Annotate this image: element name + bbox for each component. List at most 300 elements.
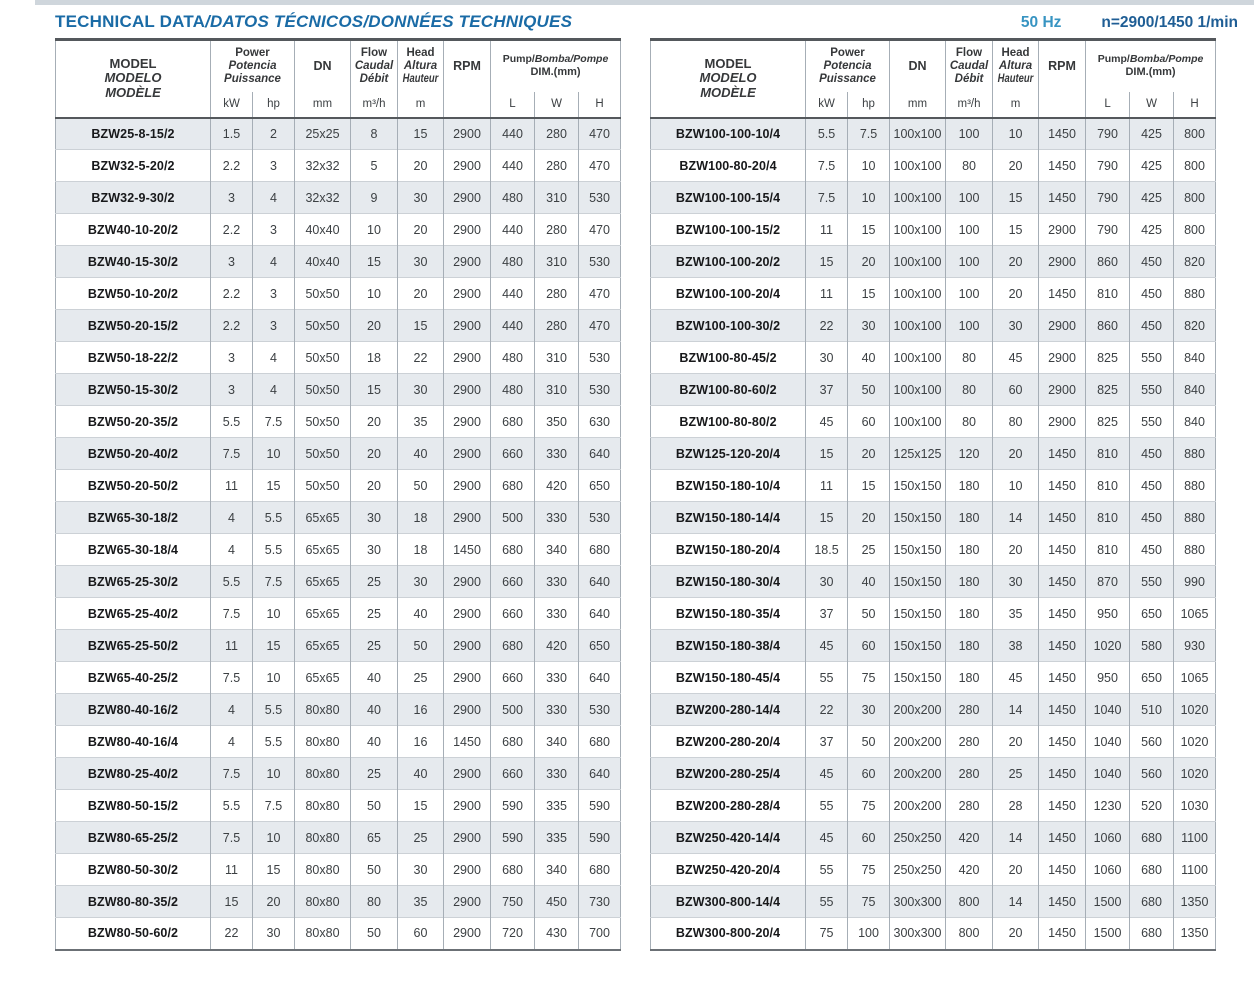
power-kw-cell: 37 bbox=[806, 374, 848, 406]
col-header-flow: Flow Caudal Débit bbox=[946, 40, 993, 92]
power-hp-cell: 4 bbox=[253, 246, 295, 278]
dim-l-cell: 680 bbox=[491, 534, 535, 566]
table-row bbox=[56, 886, 621, 918]
dn-cell: 50x50 bbox=[295, 310, 351, 342]
dim-h-cell: 530 bbox=[579, 694, 621, 726]
dim-l-cell: 825 bbox=[1086, 406, 1130, 438]
page-title bbox=[55, 12, 572, 32]
dim-l-cell: 810 bbox=[1086, 534, 1130, 566]
table-row bbox=[651, 822, 1216, 854]
model-cell: BZW100-100-20/2 bbox=[651, 246, 806, 278]
model-cell: BZW80-25-40/2 bbox=[56, 758, 211, 790]
power-hp-cell: 75 bbox=[848, 790, 890, 822]
power-kw-cell: 15 bbox=[806, 502, 848, 534]
power-kw-cell: 45 bbox=[806, 758, 848, 790]
power-kw-cell: 11 bbox=[211, 630, 253, 662]
rpm-cell: 1450 bbox=[1039, 502, 1086, 534]
power-kw-cell: 2.2 bbox=[211, 214, 253, 246]
power-kw-cell: 7.5 bbox=[211, 822, 253, 854]
dn-cell: 100x100 bbox=[890, 342, 946, 374]
power-kw-cell: 5.5 bbox=[211, 566, 253, 598]
dim-h-cell: 800 bbox=[1174, 150, 1216, 182]
rpm-cell: 1450 bbox=[1039, 694, 1086, 726]
rpm-cell: 2900 bbox=[444, 342, 491, 374]
head-cell: 25 bbox=[993, 758, 1039, 790]
power-hp-cell: 15 bbox=[253, 630, 295, 662]
dn-cell: 80x80 bbox=[295, 726, 351, 758]
dim-w-cell: 280 bbox=[535, 214, 579, 246]
dim-h-cell: 680 bbox=[579, 726, 621, 758]
dn-cell: 50x50 bbox=[295, 470, 351, 502]
flow-cell: 15 bbox=[351, 246, 398, 278]
power-kw-cell: 5.5 bbox=[806, 118, 848, 150]
table-row bbox=[56, 214, 621, 246]
dn-cell: 65x65 bbox=[295, 502, 351, 534]
head-cell: 18 bbox=[398, 502, 444, 534]
table-row bbox=[651, 278, 1216, 310]
power-kw-cell: 7.5 bbox=[211, 662, 253, 694]
model-cell: BZW80-80-35/2 bbox=[56, 886, 211, 918]
dim-h-cell: 880 bbox=[1174, 438, 1216, 470]
unit-flow: m³/h bbox=[946, 92, 993, 118]
table-row bbox=[651, 630, 1216, 662]
dim-l-cell: 1500 bbox=[1086, 918, 1130, 950]
model-cell: BZW50-10-20/2 bbox=[56, 278, 211, 310]
rpm-cell: 2900 bbox=[444, 822, 491, 854]
rpm-cell: 1450 bbox=[1039, 886, 1086, 918]
model-cell: BZW50-20-40/2 bbox=[56, 438, 211, 470]
power-kw-cell: 37 bbox=[806, 726, 848, 758]
dn-cell: 80x80 bbox=[295, 694, 351, 726]
power-kw-cell: 55 bbox=[806, 886, 848, 918]
table-row bbox=[56, 822, 621, 854]
flow-cell: 100 bbox=[946, 246, 993, 278]
dim-l-cell: 590 bbox=[491, 822, 535, 854]
dim-w-cell: 430 bbox=[535, 918, 579, 950]
dim-w-cell: 450 bbox=[1130, 310, 1174, 342]
dim-l-cell: 440 bbox=[491, 310, 535, 342]
dn-cell: 100x100 bbox=[890, 182, 946, 214]
table-row bbox=[651, 150, 1216, 182]
dim-l-cell: 480 bbox=[491, 374, 535, 406]
flow-cell: 5 bbox=[351, 150, 398, 182]
model-cell: BZW80-50-30/2 bbox=[56, 854, 211, 886]
head-cell: 25 bbox=[398, 822, 444, 854]
table-row bbox=[56, 630, 621, 662]
rpm-cell: 2900 bbox=[1039, 374, 1086, 406]
head-cell: 20 bbox=[398, 278, 444, 310]
rpm-cell: 2900 bbox=[444, 758, 491, 790]
power-kw-cell: 15 bbox=[211, 886, 253, 918]
left-table-slot bbox=[55, 38, 621, 951]
table-row bbox=[651, 118, 1216, 150]
rpm-cell: 2900 bbox=[444, 502, 491, 534]
dim-l-cell: 950 bbox=[1086, 662, 1130, 694]
dn-cell: 32x32 bbox=[295, 182, 351, 214]
table-row bbox=[56, 502, 621, 534]
head-cell: 30 bbox=[398, 182, 444, 214]
dn-cell: 200x200 bbox=[890, 726, 946, 758]
power-kw-cell: 3 bbox=[211, 182, 253, 214]
dim-w-cell: 650 bbox=[1130, 598, 1174, 630]
dim-l-cell: 870 bbox=[1086, 566, 1130, 598]
frequency-label: 50 Hz bbox=[1020, 14, 1062, 31]
power-kw-cell: 22 bbox=[806, 310, 848, 342]
dim-l-cell: 590 bbox=[491, 790, 535, 822]
dn-cell: 80x80 bbox=[295, 758, 351, 790]
rpm-cell: 2900 bbox=[444, 918, 491, 950]
table-row bbox=[56, 662, 621, 694]
flow-cell: 180 bbox=[946, 470, 993, 502]
dn-cell: 100x100 bbox=[890, 246, 946, 278]
flow-cell: 180 bbox=[946, 502, 993, 534]
dim-w-cell: 450 bbox=[535, 886, 579, 918]
model-cell: BZW32-5-20/2 bbox=[56, 150, 211, 182]
dim-l-cell: 1040 bbox=[1086, 726, 1130, 758]
rpm-cell: 2900 bbox=[444, 886, 491, 918]
dim-h-cell: 1100 bbox=[1174, 822, 1216, 854]
power-kw-cell: 30 bbox=[806, 566, 848, 598]
dn-cell: 50x50 bbox=[295, 406, 351, 438]
rpm-cell: 2900 bbox=[444, 406, 491, 438]
rpm-cell: 2900 bbox=[444, 438, 491, 470]
power-kw-cell: 4 bbox=[211, 502, 253, 534]
power-hp-cell: 15 bbox=[848, 470, 890, 502]
model-cell: BZW150-180-10/4 bbox=[651, 470, 806, 502]
table-row bbox=[56, 534, 621, 566]
unit-mm: mm bbox=[295, 92, 351, 118]
model-cell: BZW100-80-20/4 bbox=[651, 150, 806, 182]
model-cell: BZW80-40-16/4 bbox=[56, 726, 211, 758]
dim-h-cell: 1065 bbox=[1174, 598, 1216, 630]
power-kw-cell: 3 bbox=[211, 246, 253, 278]
power-hp-cell: 4 bbox=[253, 374, 295, 406]
dn-cell: 200x200 bbox=[890, 758, 946, 790]
model-cell: BZW200-280-28/4 bbox=[651, 790, 806, 822]
power-kw-cell: 22 bbox=[806, 694, 848, 726]
dim-l-cell: 480 bbox=[491, 342, 535, 374]
table-row bbox=[56, 342, 621, 374]
dim-w-cell: 520 bbox=[1130, 790, 1174, 822]
dim-l-cell: 440 bbox=[491, 214, 535, 246]
table-row bbox=[651, 598, 1216, 630]
table-row bbox=[56, 918, 621, 950]
dim-h-cell: 990 bbox=[1174, 566, 1216, 598]
power-kw-cell: 2.2 bbox=[211, 278, 253, 310]
power-hp-cell: 15 bbox=[848, 214, 890, 246]
flow-cell: 50 bbox=[351, 854, 398, 886]
table-row bbox=[651, 438, 1216, 470]
col-header-dn: DN bbox=[295, 40, 351, 92]
table-row bbox=[56, 790, 621, 822]
rpm-cell: 1450 bbox=[1039, 918, 1086, 950]
head-cell: 14 bbox=[993, 886, 1039, 918]
dim-w-cell: 310 bbox=[535, 342, 579, 374]
flow-cell: 180 bbox=[946, 662, 993, 694]
head-cell: 15 bbox=[398, 118, 444, 150]
power-hp-cell: 20 bbox=[253, 886, 295, 918]
power-hp-cell: 75 bbox=[848, 854, 890, 886]
dim-w-cell: 330 bbox=[535, 662, 579, 694]
dim-w-cell: 450 bbox=[1130, 502, 1174, 534]
table-row bbox=[651, 470, 1216, 502]
head-cell: 15 bbox=[993, 214, 1039, 246]
flow-cell: 8 bbox=[351, 118, 398, 150]
power-kw-cell: 55 bbox=[806, 790, 848, 822]
dn-cell: 50x50 bbox=[295, 342, 351, 374]
head-cell: 35 bbox=[993, 598, 1039, 630]
power-kw-cell: 75 bbox=[806, 918, 848, 950]
head-cell: 20 bbox=[993, 150, 1039, 182]
head-cell: 40 bbox=[398, 438, 444, 470]
flow-cell: 280 bbox=[946, 790, 993, 822]
table-row bbox=[651, 534, 1216, 566]
unit-dim-l: L bbox=[1086, 92, 1130, 118]
col-header-rpm: RPM bbox=[444, 40, 491, 118]
dim-l-cell: 680 bbox=[491, 406, 535, 438]
flow-cell: 100 bbox=[946, 118, 993, 150]
power-hp-cell: 60 bbox=[848, 822, 890, 854]
dim-l-cell: 1500 bbox=[1086, 886, 1130, 918]
dim-l-cell: 680 bbox=[491, 854, 535, 886]
dim-h-cell: 530 bbox=[579, 182, 621, 214]
power-hp-cell: 20 bbox=[848, 246, 890, 278]
model-cell: BZW80-50-60/2 bbox=[56, 918, 211, 950]
flow-cell: 80 bbox=[946, 406, 993, 438]
dim-l-cell: 860 bbox=[1086, 310, 1130, 342]
dim-h-cell: 1065 bbox=[1174, 662, 1216, 694]
power-hp-cell: 10 bbox=[253, 758, 295, 790]
flow-cell: 25 bbox=[351, 758, 398, 790]
dn-cell: 100x100 bbox=[890, 214, 946, 246]
rpm-cell: 1450 bbox=[444, 726, 491, 758]
speed-label: n=2900/1450 1/min bbox=[1101, 14, 1238, 31]
power-hp-cell: 3 bbox=[253, 214, 295, 246]
dim-w-cell: 310 bbox=[535, 374, 579, 406]
dim-l-cell: 790 bbox=[1086, 118, 1130, 150]
power-kw-cell: 45 bbox=[806, 630, 848, 662]
dim-l-cell: 500 bbox=[491, 502, 535, 534]
dim-w-cell: 450 bbox=[1130, 534, 1174, 566]
dim-l-cell: 680 bbox=[491, 726, 535, 758]
flow-cell: 9 bbox=[351, 182, 398, 214]
head-cell: 30 bbox=[993, 566, 1039, 598]
head-cell: 38 bbox=[993, 630, 1039, 662]
dim-l-cell: 810 bbox=[1086, 502, 1130, 534]
dn-cell: 150x150 bbox=[890, 566, 946, 598]
unit-kw: kW bbox=[211, 92, 253, 118]
dim-l-cell: 825 bbox=[1086, 342, 1130, 374]
dim-w-cell: 340 bbox=[535, 534, 579, 566]
head-cell: 14 bbox=[993, 694, 1039, 726]
dn-cell: 200x200 bbox=[890, 790, 946, 822]
power-hp-cell: 5.5 bbox=[253, 534, 295, 566]
dim-h-cell: 700 bbox=[579, 918, 621, 950]
power-kw-cell: 4 bbox=[211, 726, 253, 758]
flow-cell: 180 bbox=[946, 598, 993, 630]
dn-cell: 80x80 bbox=[295, 918, 351, 950]
table-row bbox=[56, 758, 621, 790]
rpm-cell: 2900 bbox=[1039, 246, 1086, 278]
flow-cell: 15 bbox=[351, 374, 398, 406]
dim-w-cell: 425 bbox=[1130, 150, 1174, 182]
dim-h-cell: 470 bbox=[579, 214, 621, 246]
model-cell: BZW40-10-20/2 bbox=[56, 214, 211, 246]
head-cell: 80 bbox=[993, 406, 1039, 438]
dim-h-cell: 680 bbox=[579, 534, 621, 566]
model-cell: BZW100-80-45/2 bbox=[651, 342, 806, 374]
power-hp-cell: 10 bbox=[253, 822, 295, 854]
table-row bbox=[56, 470, 621, 502]
head-cell: 15 bbox=[993, 182, 1039, 214]
head-cell: 28 bbox=[993, 790, 1039, 822]
model-cell: BZW80-40-16/2 bbox=[56, 694, 211, 726]
unit-dim-h: H bbox=[1174, 92, 1216, 118]
dim-l-cell: 480 bbox=[491, 182, 535, 214]
table-row bbox=[56, 566, 621, 598]
dn-cell: 80x80 bbox=[295, 886, 351, 918]
tables-row bbox=[0, 38, 1254, 951]
dim-w-cell: 580 bbox=[1130, 630, 1174, 662]
power-kw-cell: 11 bbox=[211, 470, 253, 502]
head-cell: 20 bbox=[993, 918, 1039, 950]
col-header-model: MODEL MODELO MODÈLE bbox=[56, 40, 211, 118]
flow-cell: 80 bbox=[946, 374, 993, 406]
flow-cell: 25 bbox=[351, 566, 398, 598]
table-row bbox=[651, 662, 1216, 694]
model-cell: BZW300-800-20/4 bbox=[651, 918, 806, 950]
head-cell: 60 bbox=[993, 374, 1039, 406]
dim-w-cell: 450 bbox=[1130, 470, 1174, 502]
table-row bbox=[651, 182, 1216, 214]
model-cell: BZW300-800-14/4 bbox=[651, 886, 806, 918]
rpm-cell: 2900 bbox=[444, 790, 491, 822]
dim-h-cell: 650 bbox=[579, 470, 621, 502]
power-hp-cell: 10 bbox=[253, 438, 295, 470]
power-hp-cell: 60 bbox=[848, 758, 890, 790]
dim-h-cell: 650 bbox=[579, 630, 621, 662]
dim-h-cell: 680 bbox=[579, 854, 621, 886]
head-cell: 20 bbox=[993, 854, 1039, 886]
dn-cell: 100x100 bbox=[890, 118, 946, 150]
dim-h-cell: 880 bbox=[1174, 534, 1216, 566]
dim-l-cell: 660 bbox=[491, 662, 535, 694]
dn-cell: 40x40 bbox=[295, 246, 351, 278]
power-hp-cell: 40 bbox=[848, 342, 890, 374]
power-kw-cell: 11 bbox=[806, 278, 848, 310]
dim-w-cell: 450 bbox=[1130, 438, 1174, 470]
dim-w-cell: 340 bbox=[535, 726, 579, 758]
dn-cell: 80x80 bbox=[295, 854, 351, 886]
head-cell: 15 bbox=[398, 790, 444, 822]
head-cell: 40 bbox=[398, 598, 444, 630]
dim-h-cell: 1100 bbox=[1174, 854, 1216, 886]
dim-l-cell: 1040 bbox=[1086, 694, 1130, 726]
head-cell: 14 bbox=[993, 502, 1039, 534]
power-hp-cell: 5.5 bbox=[253, 726, 295, 758]
flow-cell: 50 bbox=[351, 918, 398, 950]
table-row bbox=[651, 918, 1216, 950]
power-kw-cell: 55 bbox=[806, 662, 848, 694]
table-row bbox=[56, 278, 621, 310]
power-kw-cell: 45 bbox=[806, 406, 848, 438]
power-kw-cell: 45 bbox=[806, 822, 848, 854]
head-cell: 50 bbox=[398, 630, 444, 662]
rpm-cell: 1450 bbox=[1039, 150, 1086, 182]
unit-head: m bbox=[398, 92, 444, 118]
model-cell: BZW50-20-50/2 bbox=[56, 470, 211, 502]
flow-cell: 10 bbox=[351, 278, 398, 310]
dim-l-cell: 810 bbox=[1086, 470, 1130, 502]
model-cell: BZW150-180-30/4 bbox=[651, 566, 806, 598]
dim-h-cell: 630 bbox=[579, 406, 621, 438]
head-cell: 30 bbox=[398, 374, 444, 406]
dim-l-cell: 790 bbox=[1086, 214, 1130, 246]
power-hp-cell: 10 bbox=[253, 662, 295, 694]
dim-h-cell: 880 bbox=[1174, 470, 1216, 502]
dim-h-cell: 1030 bbox=[1174, 790, 1216, 822]
dn-cell: 65x65 bbox=[295, 566, 351, 598]
dim-l-cell: 790 bbox=[1086, 150, 1130, 182]
dim-w-cell: 330 bbox=[535, 598, 579, 630]
model-cell: BZW150-180-38/4 bbox=[651, 630, 806, 662]
dim-w-cell: 680 bbox=[1130, 918, 1174, 950]
dim-h-cell: 800 bbox=[1174, 182, 1216, 214]
head-cell: 30 bbox=[993, 310, 1039, 342]
table-row bbox=[56, 150, 621, 182]
rpm-cell: 2900 bbox=[1039, 214, 1086, 246]
power-hp-cell: 40 bbox=[848, 566, 890, 598]
flow-cell: 800 bbox=[946, 886, 993, 918]
dim-h-cell: 1020 bbox=[1174, 726, 1216, 758]
dim-h-cell: 730 bbox=[579, 886, 621, 918]
head-cell: 18 bbox=[398, 534, 444, 566]
power-hp-cell: 15 bbox=[253, 854, 295, 886]
power-kw-cell: 11 bbox=[211, 854, 253, 886]
dim-l-cell: 1230 bbox=[1086, 790, 1130, 822]
power-kw-cell: 4 bbox=[211, 694, 253, 726]
flow-cell: 420 bbox=[946, 822, 993, 854]
head-cell: 10 bbox=[993, 118, 1039, 150]
dim-w-cell: 310 bbox=[535, 246, 579, 278]
dim-h-cell: 820 bbox=[1174, 310, 1216, 342]
dim-l-cell: 1060 bbox=[1086, 822, 1130, 854]
dim-l-cell: 440 bbox=[491, 150, 535, 182]
table-row bbox=[56, 694, 621, 726]
model-cell: BZW200-280-25/4 bbox=[651, 758, 806, 790]
table-row bbox=[651, 758, 1216, 790]
unit-dim-w: W bbox=[535, 92, 579, 118]
titlebar bbox=[0, 0, 1254, 38]
dim-w-cell: 420 bbox=[535, 470, 579, 502]
flow-cell: 40 bbox=[351, 662, 398, 694]
dn-cell: 80x80 bbox=[295, 790, 351, 822]
rpm-cell: 1450 bbox=[1039, 662, 1086, 694]
head-cell: 16 bbox=[398, 694, 444, 726]
unit-mm: mm bbox=[890, 92, 946, 118]
dim-h-cell: 930 bbox=[1174, 630, 1216, 662]
head-cell: 14 bbox=[993, 822, 1039, 854]
head-cell: 25 bbox=[398, 662, 444, 694]
head-cell: 30 bbox=[398, 246, 444, 278]
dim-h-cell: 800 bbox=[1184, 126, 1205, 141]
power-kw-cell: 7.5 bbox=[806, 182, 848, 214]
power-hp-cell: 7.5 bbox=[253, 406, 295, 438]
power-hp-cell: 7.5 bbox=[253, 790, 295, 822]
power-hp-cell: 30 bbox=[848, 694, 890, 726]
dim-h-cell: 840 bbox=[1174, 374, 1216, 406]
table-row bbox=[56, 246, 621, 278]
